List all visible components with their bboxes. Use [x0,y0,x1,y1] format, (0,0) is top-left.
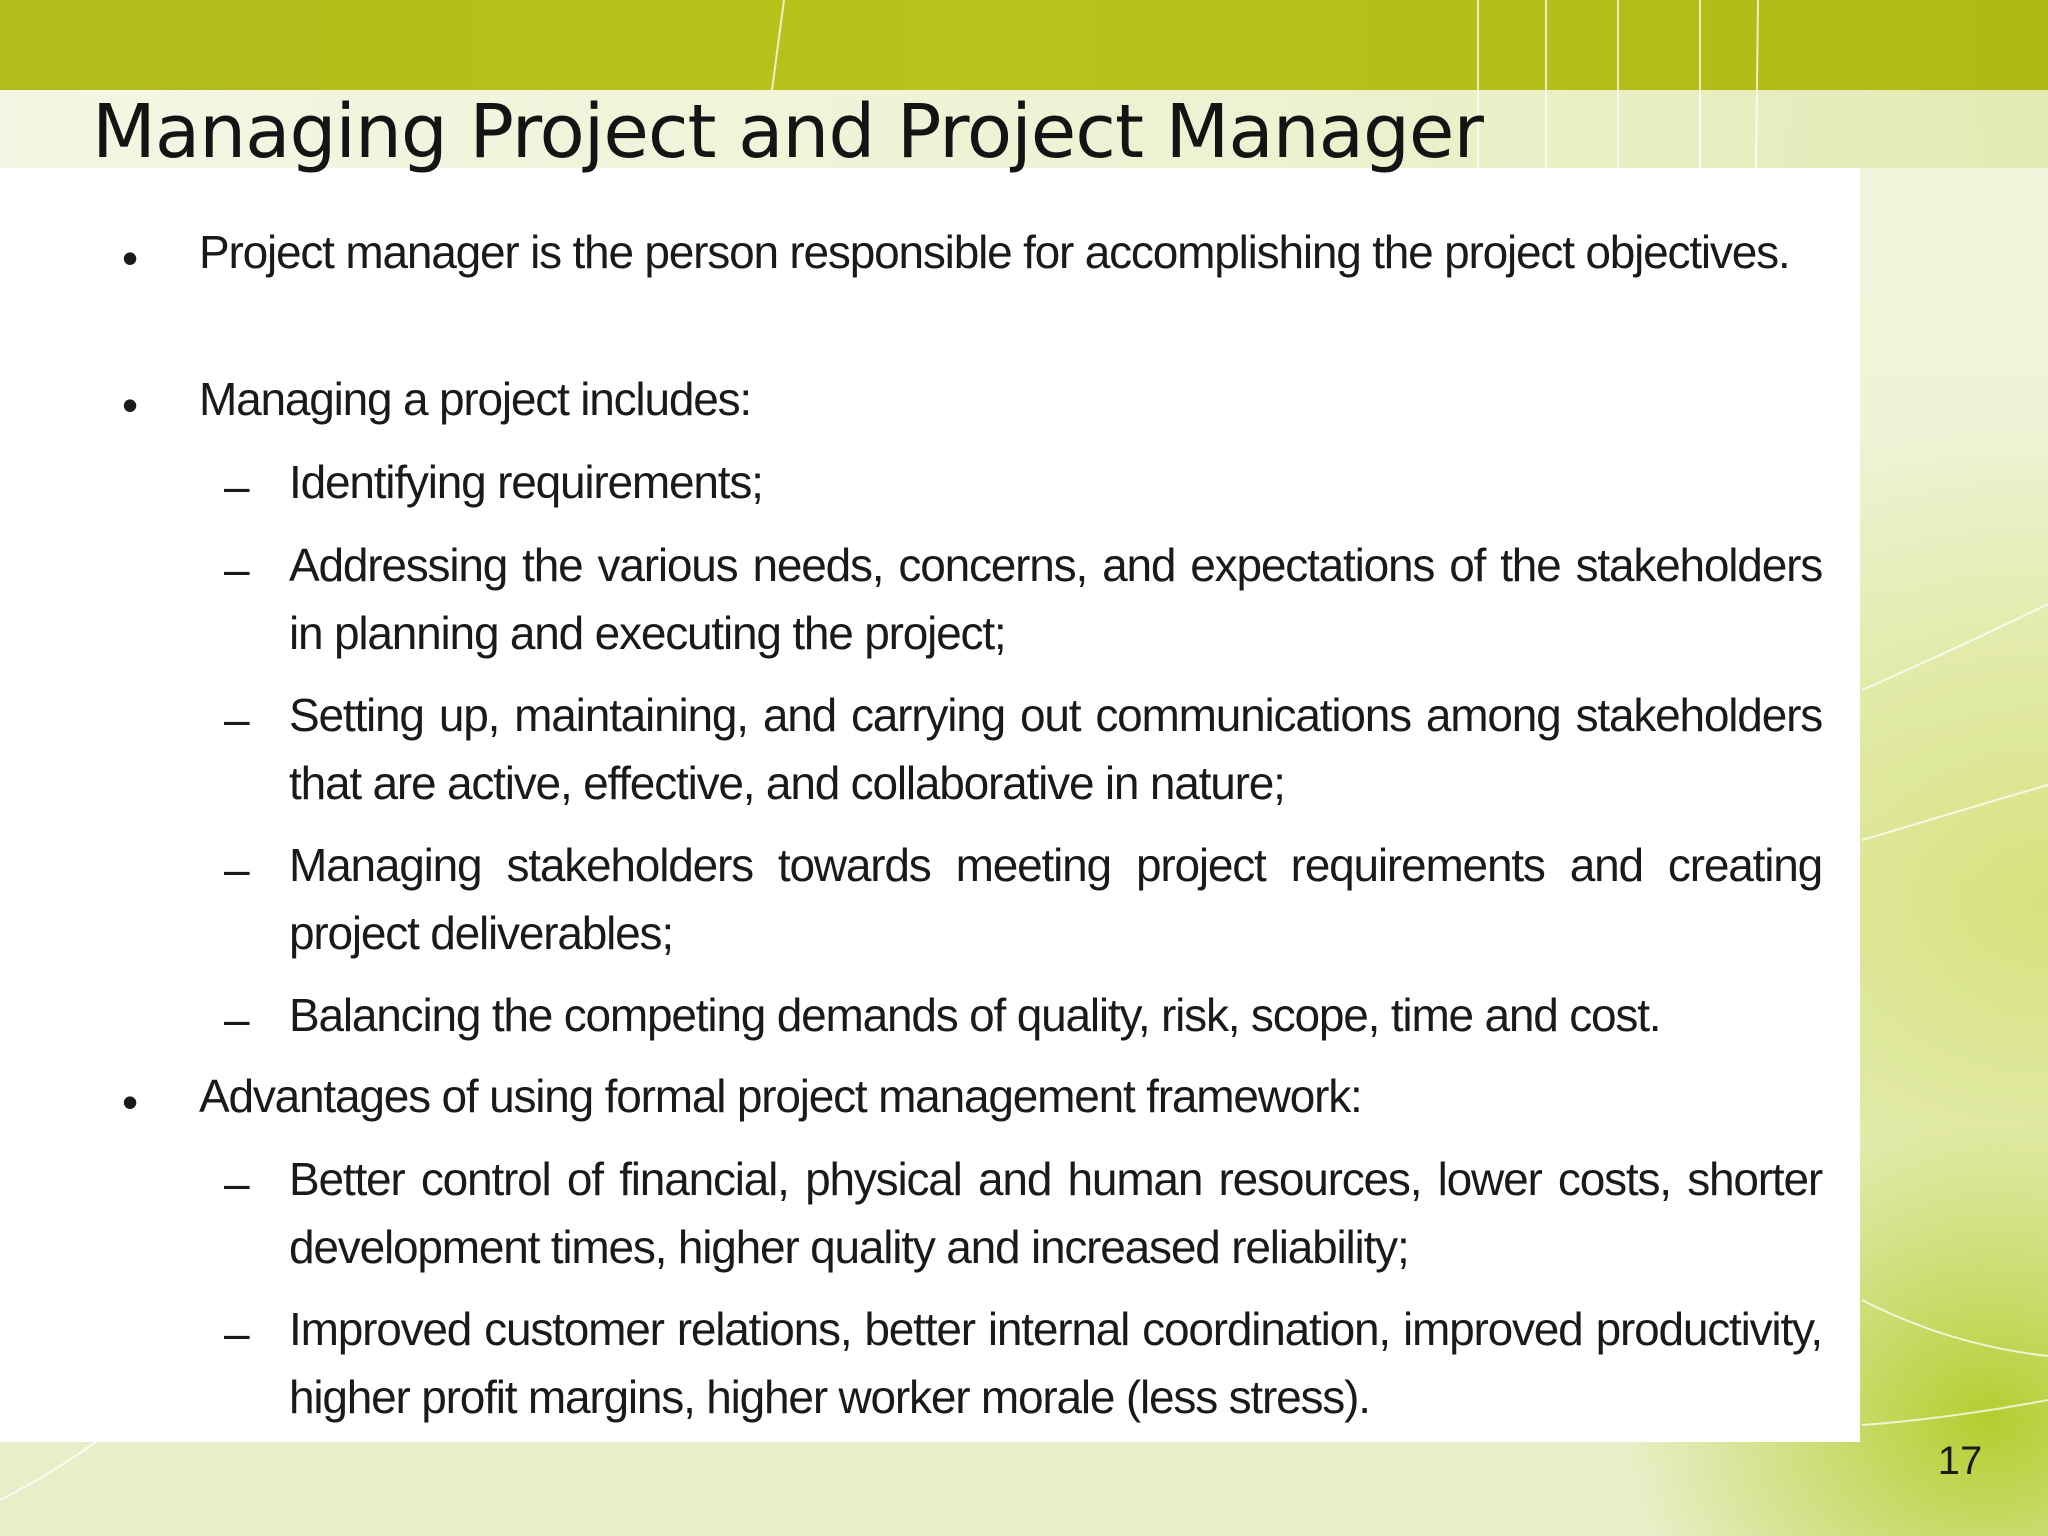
dash-marker: – [224,993,250,1045]
dash-marker: – [224,1157,250,1209]
bullet-marker: • [122,232,139,284]
list-item: Identifying requirements; [289,456,763,508]
dash-marker: – [224,843,250,895]
page-number: 17 [1937,1439,1983,1483]
list-item: Balancing the competing demands of quality, risk, scope, time and cost. [289,989,1661,1041]
dash-marker: – [224,1307,250,1359]
slide-title: Managing Project and Project Manager [92,89,1483,175]
dash-marker: – [224,460,250,512]
dash-marker: – [224,543,250,595]
dash-marker: – [224,693,250,745]
list-item: Improved customer relations, better internal coordination, improved productivity, higher profit margins, higher worker morale (less stress). [289,1303,1822,1423]
list-item: Better control of financial, physical and human resources, lower costs, shorter development times, higher quality and increased reliability; [289,1153,1822,1273]
list-item: Addressing the various needs, concerns, and expectations of the stakeholders in planning and executing the project; [289,539,1822,659]
bullet-marker: • [122,379,139,431]
bullet-marker: • [122,1076,139,1128]
list-item: Advantages of using formal project management framework: [199,1070,1362,1122]
list-item: Setting up, maintaining, and carrying out communications among stakeholders that are active, effective, and collaborative in nature; [289,689,1822,809]
list-item: Managing a project includes: [199,373,751,425]
list-item: Managing stakeholders towards meeting project requirements and creating project deliverables; [289,839,1822,959]
list-item: Project manager is the person responsible for accomplishing the project objectives. [199,226,1790,278]
